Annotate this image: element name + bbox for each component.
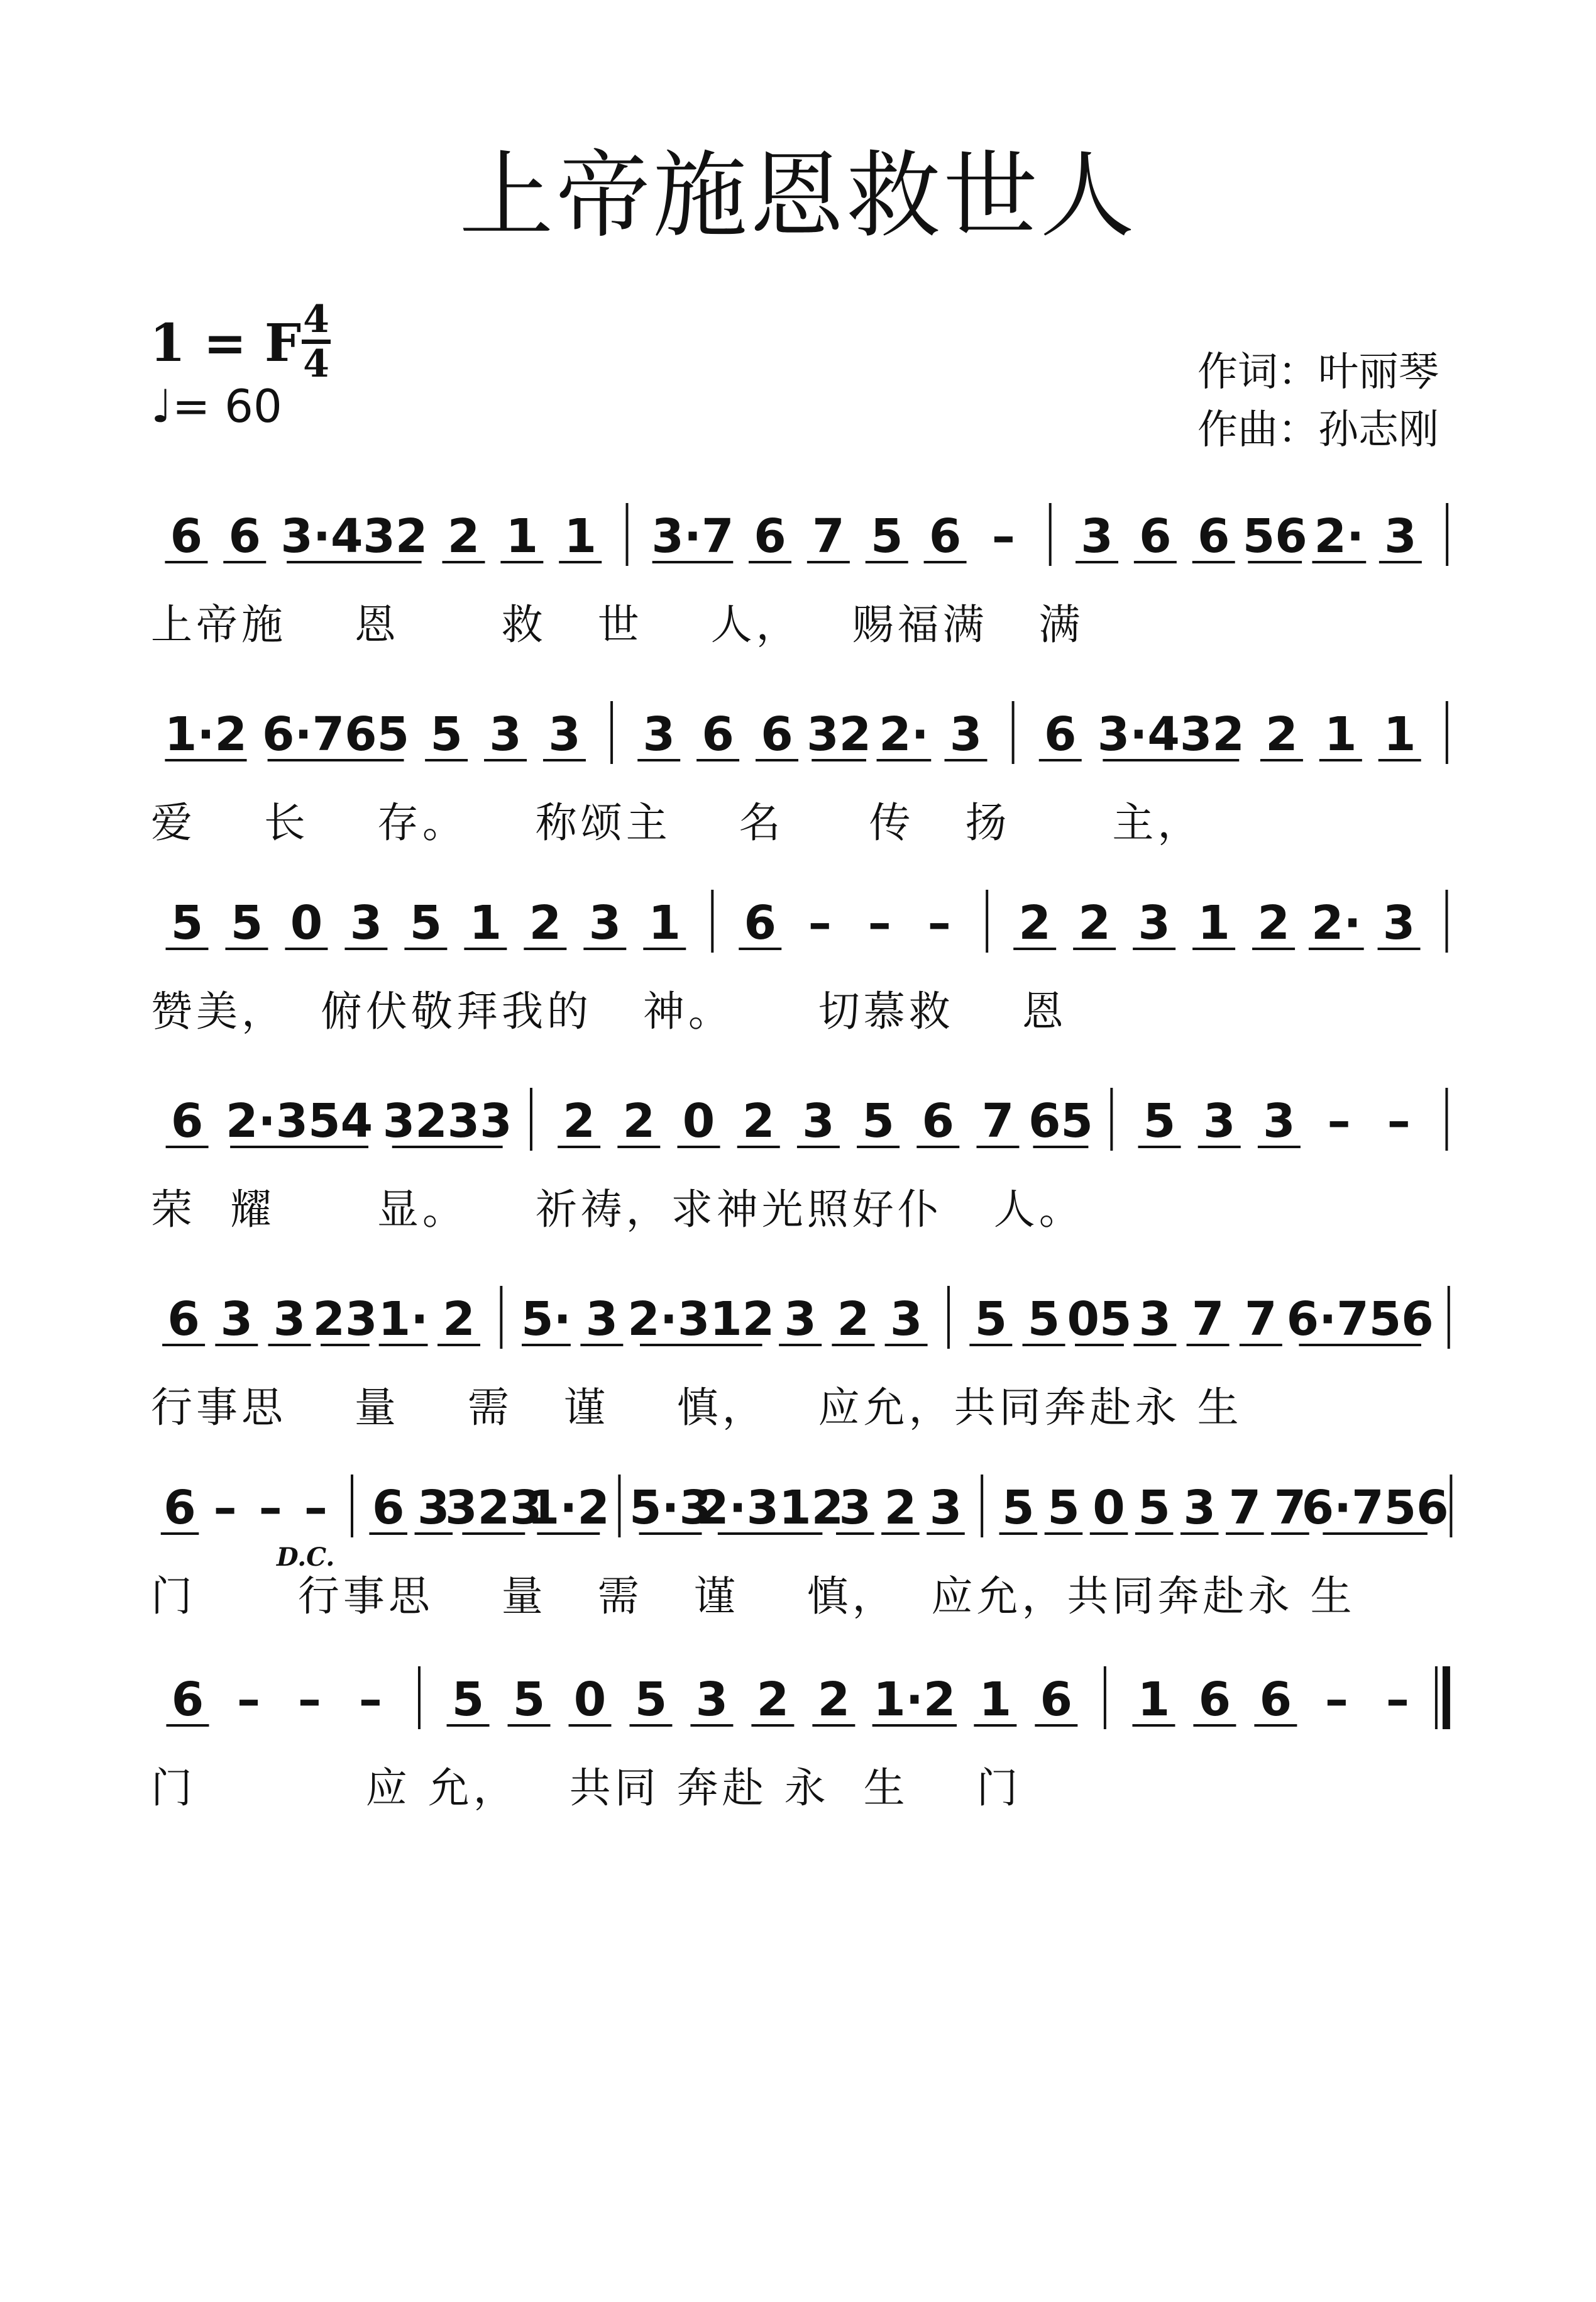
lyricist-credit: 作词：叶丽琴 — [1197, 349, 1439, 396]
note: 6·756 — [1301, 1481, 1449, 1535]
note: 2· — [879, 707, 929, 761]
note: 5 — [634, 1673, 668, 1727]
note: 3 — [695, 1673, 729, 1727]
note: 0 — [682, 1094, 715, 1148]
score-row — [0, 497, 1596, 648]
note: 3 — [642, 707, 675, 761]
dash-extension: – — [867, 896, 891, 950]
dash-extension: – — [236, 1673, 260, 1727]
note: 1 — [979, 1673, 1012, 1727]
dash-extension: – — [358, 1673, 382, 1727]
note: 3 — [585, 1292, 619, 1346]
note: 1·2 — [164, 707, 248, 761]
note: 3 — [1183, 1481, 1216, 1535]
note: 323 — [445, 1481, 542, 1535]
score-row — [0, 883, 1596, 1034]
note: 2 — [1078, 896, 1111, 950]
note: 6 — [744, 896, 777, 950]
note: 7 — [1274, 1481, 1307, 1535]
note: 3 — [273, 1292, 306, 1346]
note: 7 — [1191, 1292, 1225, 1346]
note: 1 — [1324, 707, 1357, 761]
note: 5·3 — [629, 1481, 712, 1535]
note: 6·756 — [1286, 1292, 1434, 1346]
note: 2·312 — [627, 1292, 775, 1346]
notation-line — [0, 883, 1596, 965]
note: 3 — [839, 1481, 872, 1535]
note: 5 — [1143, 1094, 1176, 1148]
note: 2 — [884, 1481, 917, 1535]
note: 1·2 — [873, 1673, 956, 1727]
note: 5 — [512, 1673, 546, 1727]
score-row — [0, 1660, 1596, 1811]
note: 1·2 — [527, 1481, 610, 1535]
note: 6 — [1040, 1673, 1073, 1727]
note: 2· — [1311, 896, 1362, 950]
note: 3233 — [382, 1094, 512, 1148]
note: 3 — [889, 1292, 923, 1346]
note: 5 — [1027, 1292, 1060, 1346]
note: 3 — [1263, 1094, 1296, 1148]
notation-line — [0, 497, 1596, 578]
note: 2 — [742, 1094, 775, 1148]
note: 6 — [1198, 1673, 1231, 1727]
dash-extension: – — [1385, 1673, 1409, 1727]
note: 6 — [1259, 1673, 1292, 1727]
note: 2 — [1018, 896, 1051, 950]
note: 6 — [1043, 707, 1077, 761]
note: 6 — [702, 707, 734, 761]
note: 0 — [1092, 1481, 1125, 1535]
note: 6 — [371, 1481, 405, 1535]
note: 5 — [974, 1292, 1008, 1346]
lyric-line: 上帝施 恩 救 世 人， 赐福满 满 — [151, 600, 1084, 649]
notation-line — [0, 695, 1596, 777]
note: 2·354 — [226, 1094, 373, 1148]
note: 3 — [784, 1292, 817, 1346]
note: 7 — [812, 509, 845, 563]
note: 6 — [167, 1292, 200, 1346]
dash-extension: – — [304, 1481, 327, 1535]
note: 3 — [1138, 896, 1170, 950]
note: 5 — [409, 896, 443, 950]
note: 2 — [529, 896, 562, 950]
note: 3 — [1382, 896, 1416, 950]
note: 6 — [754, 509, 786, 563]
score-row — [0, 695, 1596, 846]
note: 5· — [521, 1292, 571, 1346]
note: 1 — [648, 896, 681, 950]
note: 2· — [1314, 509, 1365, 563]
score-row — [0, 1468, 1596, 1619]
notation-line — [0, 1468, 1596, 1550]
note: 65 — [1028, 1094, 1093, 1148]
note: 3 — [949, 707, 982, 761]
note: 6·765 — [262, 707, 410, 761]
note: 7 — [1228, 1481, 1262, 1535]
time-signature — [302, 297, 331, 386]
note: 1 — [505, 509, 539, 563]
note: 3 — [349, 896, 383, 950]
note: 6 — [1197, 509, 1230, 563]
note: 3 — [929, 1481, 962, 1535]
note: 1 — [1137, 1673, 1170, 1727]
notation-line — [0, 1082, 1596, 1163]
dash-extension: – — [1387, 1094, 1411, 1148]
time-signature-top: 4 — [303, 297, 329, 341]
lyric-line: 赞美， 俯伏敬拜我的 神。 切慕救 恩 — [151, 987, 1067, 1036]
note: 5 — [1047, 1481, 1080, 1535]
dash-extension: – — [1324, 1673, 1348, 1727]
note: 3 — [417, 1481, 450, 1535]
note: 3 — [220, 1292, 253, 1346]
note: 3·7 — [651, 509, 734, 563]
note: 3 — [548, 707, 581, 761]
dash-extension: – — [297, 1673, 321, 1727]
tempo-marking: ♩= 60 — [151, 380, 282, 433]
dash-extension: – — [1327, 1094, 1351, 1148]
note: 0 — [573, 1673, 607, 1727]
note: 23 — [312, 1292, 378, 1346]
note: 0 — [290, 896, 323, 950]
note: 5 — [230, 896, 263, 950]
notation-line — [0, 1280, 1596, 1361]
note: 3·432 — [280, 509, 428, 563]
note: 3 — [802, 1094, 835, 1148]
dash-extension: – — [258, 1481, 282, 1535]
note: 2 — [756, 1673, 790, 1727]
note: 2 — [563, 1094, 595, 1148]
dc-repeat-mark: D.C. — [277, 1542, 335, 1572]
score-row — [0, 1280, 1596, 1430]
note: 2 — [1265, 707, 1298, 761]
note: 7 — [981, 1094, 1015, 1148]
note: 6 — [928, 509, 962, 563]
note: 7 — [1245, 1292, 1277, 1346]
note: 32 — [806, 707, 872, 761]
note: 1· — [378, 1292, 429, 1346]
note: 6 — [163, 1481, 196, 1535]
lyric-line: 行事思 量 需 谨 慎， 应允，共同奔赴永 生 — [151, 1383, 1243, 1432]
dash-extension: – — [213, 1481, 237, 1535]
note: 5 — [870, 509, 903, 563]
note: 56 — [1242, 509, 1307, 563]
lyric-line: 荣 耀 显。 祈祷，求神光照好仆 人。 — [151, 1185, 1084, 1234]
notation-line — [0, 1660, 1596, 1742]
composer-credit: 作曲：孙志刚 — [1197, 407, 1439, 453]
note: 6 — [170, 1094, 204, 1148]
note: 05 — [1067, 1292, 1132, 1346]
note: 5 — [430, 707, 463, 761]
note: 1 — [1383, 707, 1416, 761]
note: 5 — [1138, 1481, 1170, 1535]
note: 3 — [1081, 509, 1113, 563]
note: 2 — [817, 1673, 850, 1727]
note: 6 — [761, 707, 793, 761]
note: 3 — [1138, 1292, 1172, 1346]
lyric-line: 爱 长 存。 称颂主 名 传 扬 主， — [151, 799, 1203, 847]
note: 6 — [1139, 509, 1172, 563]
score-row — [0, 1082, 1596, 1232]
note: 3 — [588, 896, 622, 950]
note: 5 — [170, 896, 204, 950]
note: 2 — [837, 1292, 870, 1346]
note: 3 — [1203, 1094, 1236, 1148]
dash-extension: – — [991, 509, 1015, 563]
note: 2 — [447, 509, 480, 563]
note: 2 — [1257, 896, 1290, 950]
note: 3 — [1384, 509, 1417, 563]
lyric-line: 门 行事思 量 需 谨 慎， 应允，共同奔赴永 生 — [151, 1572, 1356, 1620]
note: 2 — [443, 1292, 475, 1346]
note: 1 — [1197, 896, 1230, 950]
time-signature-bottom: 4 — [303, 342, 329, 386]
note: 6 — [922, 1094, 955, 1148]
key-signature: 1 = F — [150, 313, 302, 374]
note: 3 — [489, 707, 522, 761]
note: 6 — [228, 509, 261, 563]
note: 3·432 — [1097, 707, 1245, 761]
lyric-line: 门 应 允， 共同 奔赴 永 生 门 — [151, 1764, 1022, 1812]
note: 2 — [622, 1094, 656, 1148]
note: 5 — [862, 1094, 894, 1148]
note: 1 — [469, 896, 502, 950]
note: 6 — [171, 1673, 204, 1727]
note: 5 — [451, 1673, 485, 1727]
dash-extension: – — [808, 896, 832, 950]
song-title: 上帝施恩救世人 — [459, 141, 1137, 251]
note: 6 — [170, 509, 203, 563]
note: 2·312 — [696, 1481, 844, 1535]
dash-extension: – — [927, 896, 951, 950]
note: 5 — [1002, 1481, 1035, 1535]
note: 1 — [564, 509, 597, 563]
